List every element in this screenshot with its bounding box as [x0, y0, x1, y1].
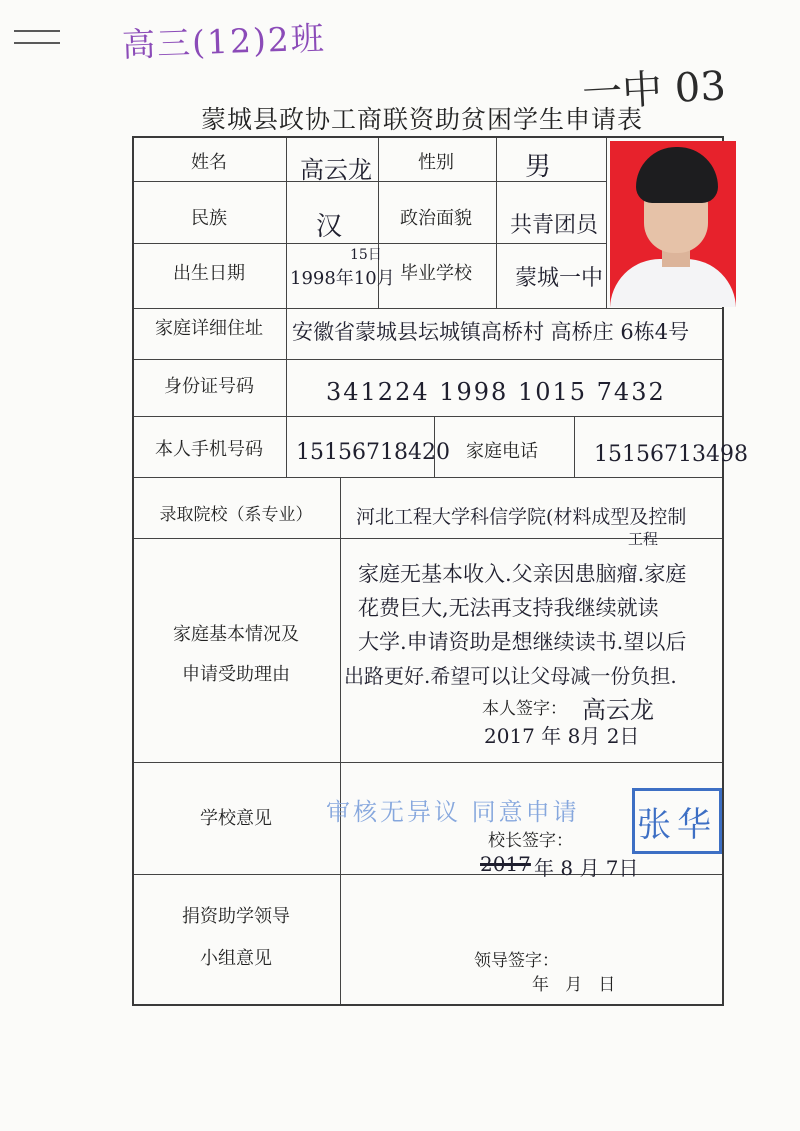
label-id-number: 身份证号码 [164, 376, 254, 397]
label-home-phone: 家庭电话 [466, 441, 538, 462]
value-id-number: 341224 1998 1015 7432 [326, 378, 666, 406]
school-opinion-text: 审核无异议 同意申请 [326, 798, 580, 826]
value-political-status: 共青团员 [510, 213, 599, 238]
applicant-date: 2017 年 8月 2日 [484, 724, 640, 748]
label-applicant-sign: 本人签字： [482, 699, 567, 719]
label-home-address: 家庭详细住址 [155, 318, 263, 339]
label-date-blank: 年 月 日 [532, 975, 616, 995]
page-title: 蒙城县政协工商联资助贫困学生申请表 [200, 105, 643, 134]
applicant-signature: 高云龙 [582, 696, 654, 724]
principal-date-year: 2017 [480, 852, 531, 876]
value-name: 高云龙 [300, 156, 372, 184]
value-gender: 男 [525, 152, 552, 182]
reason-line: 家庭无基本收入.父亲因患脑瘤.家庭 [358, 562, 687, 586]
value-admitted-school-line2: 工程 [628, 530, 659, 548]
label-leader-sign: 领导签字： [474, 951, 559, 971]
label-committee-line1: 捐资助学领导 [182, 906, 290, 927]
value-birth-year-month: 1998年10月 [290, 268, 395, 289]
pen-marks [14, 30, 60, 54]
principal-date: 年 8 月 7日 [534, 856, 639, 880]
value-home-address: 安徽省蒙城县坛城镇高桥村 高桥庄 6栋4号 [292, 320, 690, 344]
value-graduate-school: 蒙城一中 [515, 266, 604, 291]
label-family-reason-line2: 申请受助理由 [182, 664, 290, 685]
reason-line: 出路更好.希望可以让父母减一份负担. [344, 664, 677, 688]
value-mobile: 15156718420 [296, 440, 450, 465]
label-committee-line2: 小组意见 [200, 948, 272, 969]
label-admitted-school: 录取院校（系专业） [159, 505, 313, 525]
reason-line: 花费巨大,无法再支持我继续就读 [358, 596, 659, 620]
value-birth-day: 15日 [350, 247, 382, 263]
label-political-status: 政治面貌 [400, 208, 472, 229]
value-home-phone: 15156713498 [594, 442, 748, 467]
label-school-opinion: 学校意见 [200, 808, 272, 829]
label-birth-date: 出生日期 [173, 263, 245, 284]
name-stamp: 张华 [632, 788, 722, 854]
label-name: 姓名 [191, 152, 227, 173]
label-mobile: 本人手机号码 [155, 439, 263, 460]
label-ethnicity: 民族 [191, 208, 227, 229]
value-ethnicity: 汉 [316, 212, 343, 242]
label-graduate-school: 毕业学校 [400, 263, 472, 284]
reason-line: 大学.申请资助是想继续读书.望以后 [358, 630, 687, 654]
code-annotation: 一中 03 [581, 63, 727, 117]
label-family-reason-line1: 家庭基本情况及 [173, 624, 299, 645]
label-gender: 性别 [418, 152, 454, 173]
applicant-photo [610, 141, 736, 307]
class-annotation: 高三(12)2班 [121, 18, 327, 65]
label-principal-sign: 校长签字： [488, 831, 573, 851]
value-admitted-school: 河北工程大学科信学院(材料成型及控制 [356, 506, 687, 528]
